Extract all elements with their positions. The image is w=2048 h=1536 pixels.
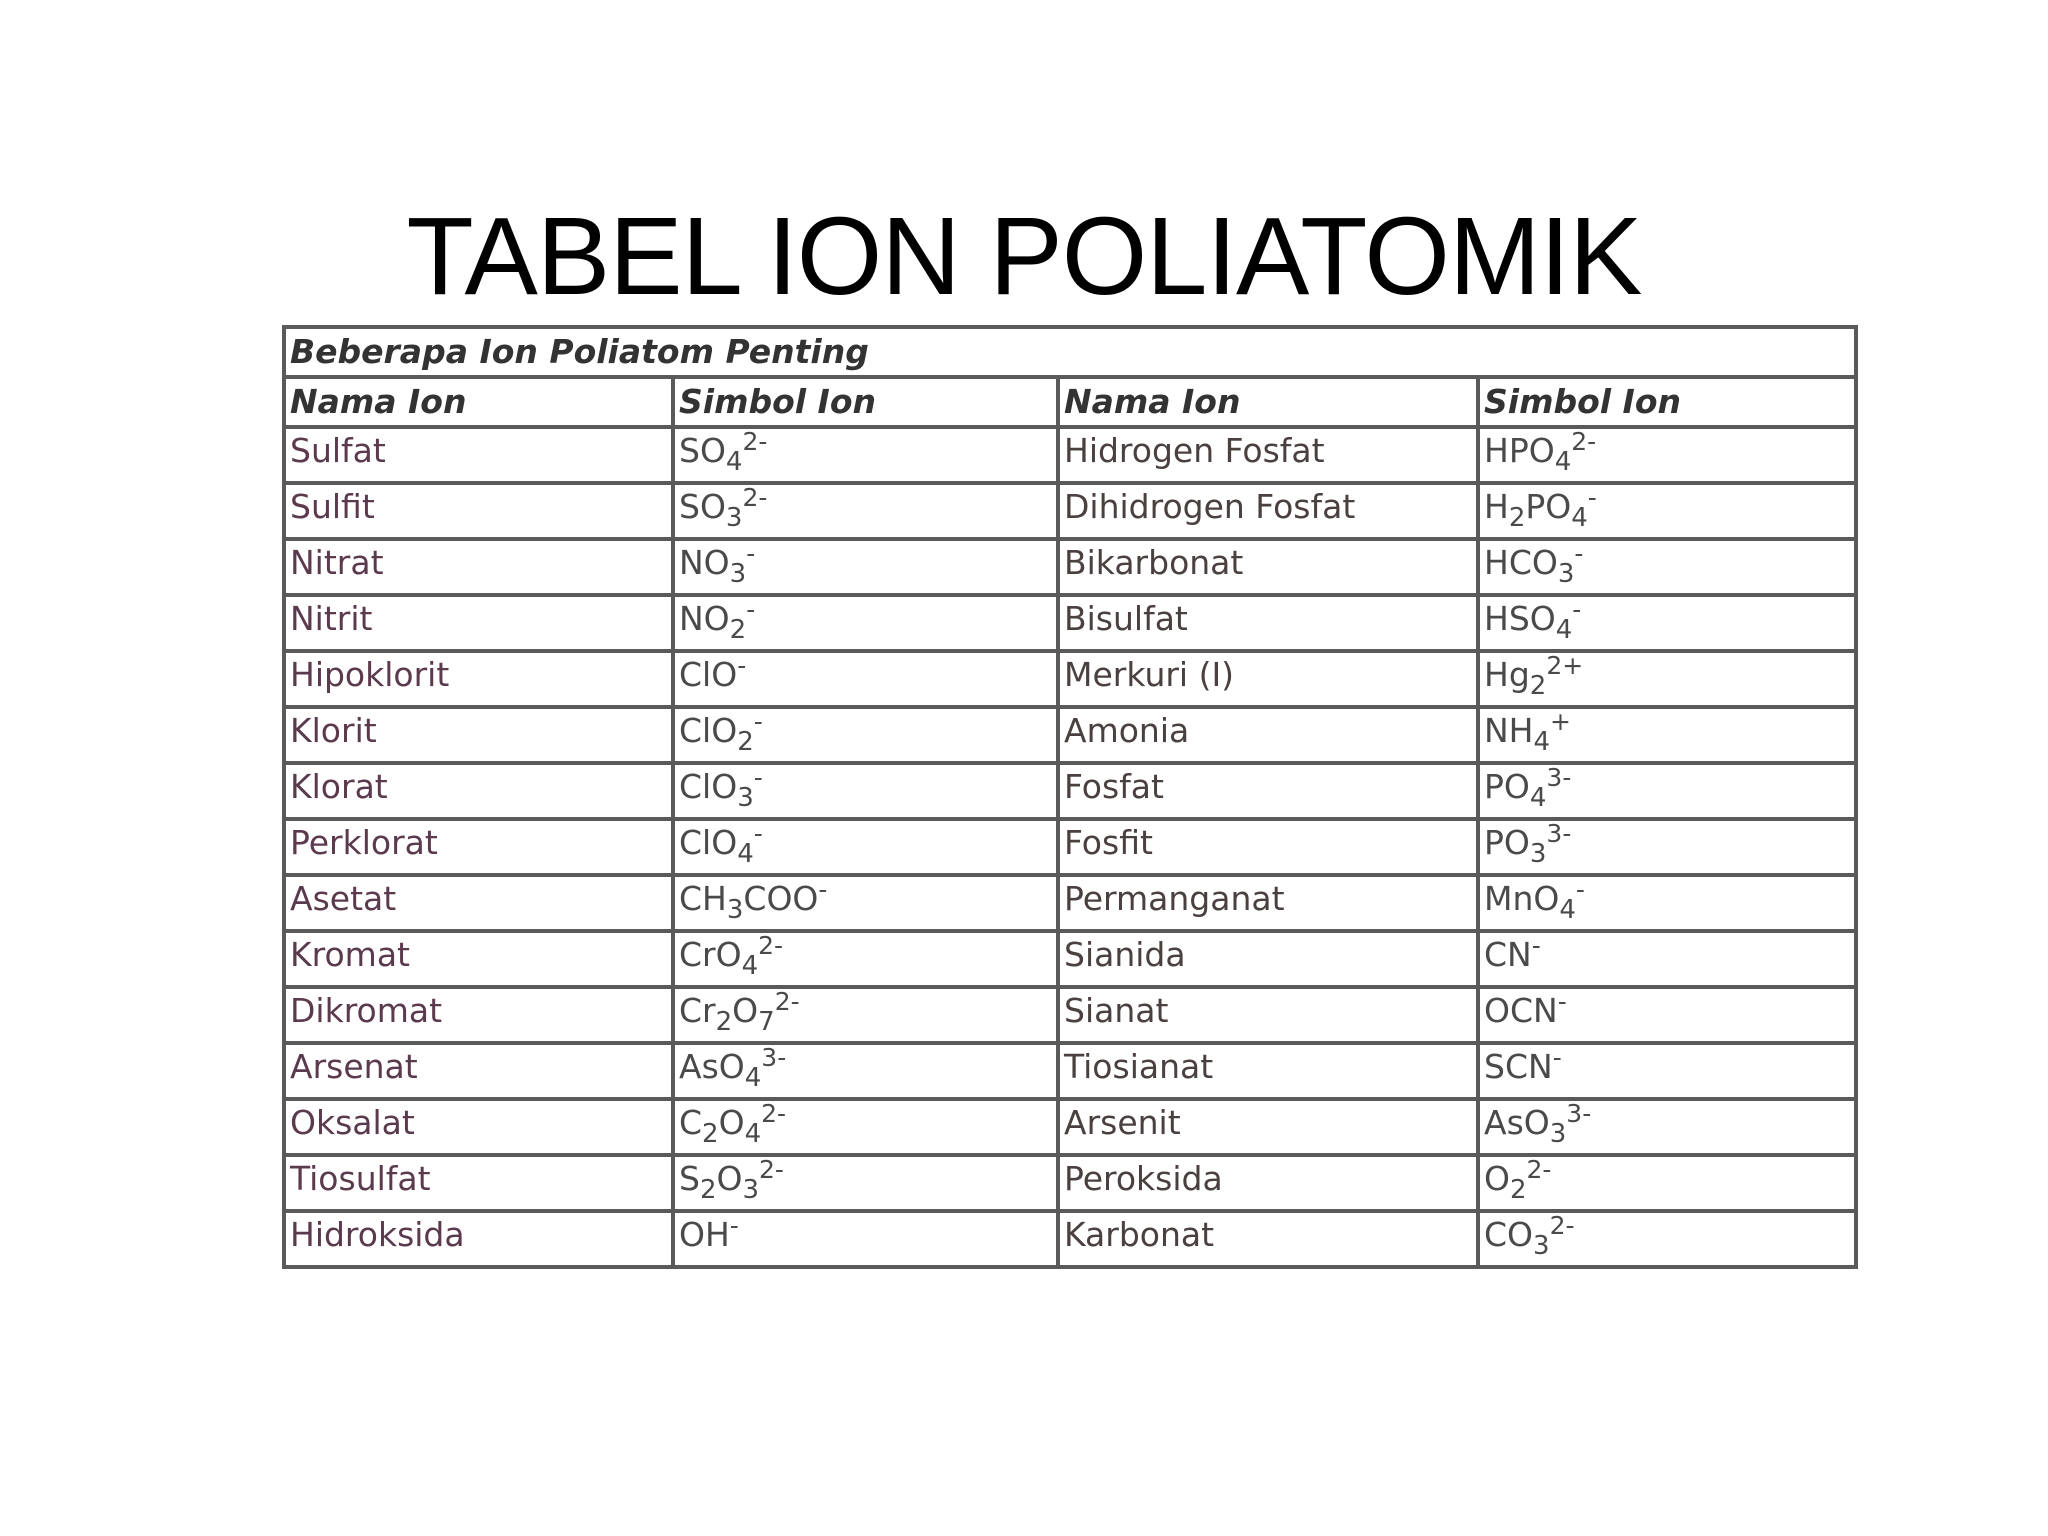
formula-element: Cr (679, 991, 716, 1030)
table-row (284, 1211, 1856, 1267)
ion-name-right: Sianida (1058, 931, 1478, 987)
ion-symbol-left (673, 1099, 1058, 1155)
ion-symbol-left (673, 483, 1058, 539)
table-row (284, 539, 1856, 595)
ion-name-left: Oksalat (284, 1099, 673, 1155)
table-row (284, 427, 1856, 483)
formula-element: PO (1484, 823, 1530, 862)
formula-element: CH (679, 879, 727, 918)
table-row (284, 1099, 1856, 1155)
ion-name-left: Kromat (284, 931, 673, 987)
formula-subscript: 2 (1508, 503, 1526, 533)
formula-element: OCN (1484, 991, 1558, 1030)
ion-symbol-left (673, 707, 1058, 763)
ion-charge: - (753, 763, 763, 792)
formula-element: CO (1484, 1215, 1534, 1254)
ion-symbol-left (673, 819, 1058, 875)
formula-element: HCO (1484, 543, 1558, 582)
formula-element: HSO (1484, 599, 1556, 638)
ion-name-right: Hidrogen Fosfat (1058, 427, 1478, 483)
table-body (284, 427, 1856, 1267)
ion-charge: - (746, 539, 756, 568)
formula-subscript: 4 (1533, 727, 1551, 757)
ion-charge: - (1572, 595, 1582, 624)
formula-element: SCN (1484, 1047, 1553, 1086)
formula-subscript: 2 (737, 727, 754, 757)
formula-element: ClO (679, 823, 738, 862)
formula-subscript: 3 (1557, 559, 1575, 589)
formula-subscript: 3 (1529, 839, 1547, 869)
formula-element: ClO (679, 711, 738, 750)
formula-element: O (718, 1103, 745, 1142)
formula-element: HPO (1484, 431, 1555, 470)
table-row (284, 595, 1856, 651)
ion-charge: 2- (1526, 1155, 1552, 1184)
ion-charge: 2- (761, 1099, 787, 1128)
table-row (284, 1043, 1856, 1099)
table-row (284, 931, 1856, 987)
formula-element: COO (743, 879, 819, 918)
ion-symbol-left (673, 1155, 1058, 1211)
formula-element: CrO (679, 935, 742, 974)
ion-symbol-right (1478, 763, 1856, 819)
ion-symbol-left (673, 987, 1058, 1043)
ion-name-left: Sulfat (284, 427, 673, 483)
formula-element: Hg (1484, 655, 1530, 694)
ion-name-right: Peroksida (1058, 1155, 1478, 1211)
ion-symbol-left (673, 427, 1058, 483)
ion-name-left: Klorat (284, 763, 673, 819)
ion-symbol-right (1478, 1211, 1856, 1267)
ion-charge: 2- (1571, 427, 1597, 456)
slide-title: TABEL ION POLIATOMIK (406, 194, 1642, 318)
formula-element: NO (679, 543, 730, 582)
ion-name-right: Amonia (1058, 707, 1478, 763)
formula-subscript: 7 (758, 1007, 775, 1037)
formula-subscript: 4 (744, 1063, 762, 1093)
formula-subscript: 4 (1555, 615, 1573, 645)
formula-element: ClO (679, 655, 738, 694)
ion-charge: - (1557, 987, 1567, 1016)
formula-subscript: 3 (726, 895, 744, 925)
formula-element: C (679, 1103, 703, 1142)
formula-subscript: 3 (737, 783, 754, 813)
ion-charge: 2- (774, 987, 800, 1016)
ion-charge: - (1574, 539, 1584, 568)
ion-symbol-right (1478, 427, 1856, 483)
ion-name-right: Arsenit (1058, 1099, 1478, 1155)
formula-element: OH (679, 1215, 730, 1254)
ion-name-right: Merkuri (I) (1058, 651, 1478, 707)
ion-charge: - (753, 819, 763, 848)
ion-symbol-right (1478, 931, 1856, 987)
formula-subscript: 4 (1559, 895, 1576, 925)
formula-element: ClO (679, 767, 738, 806)
ion-symbol-right (1478, 875, 1856, 931)
ion-name-right: Permanganat (1058, 875, 1478, 931)
ion-name-left: Tiosulfat (284, 1155, 673, 1211)
ion-charge: - (729, 1211, 739, 1240)
ion-charge: - (737, 651, 747, 680)
formula-element: O (1484, 1159, 1510, 1198)
ion-symbol-left (673, 539, 1058, 595)
table-row (284, 875, 1856, 931)
formula-subscript: 3 (725, 503, 743, 533)
ion-name-right: Sianat (1058, 987, 1478, 1043)
ion-name-left: Nitrit (284, 595, 673, 651)
ion-name-left: Asetat (284, 875, 673, 931)
formula-subscript: 4 (1529, 783, 1547, 813)
ion-symbol-left (673, 1043, 1058, 1099)
ion-charge: 2- (759, 1155, 784, 1184)
ion-charge: 2- (1549, 1211, 1575, 1240)
formula-element: AsO (679, 1047, 745, 1086)
ion-charge: + (1550, 707, 1571, 736)
ion-charge: - (818, 875, 828, 904)
formula-subscript: 2 (715, 1007, 733, 1037)
formula-element: H (1484, 487, 1509, 526)
formula-element: PO (1525, 487, 1572, 526)
ion-symbol-right (1478, 1043, 1856, 1099)
table-row (284, 651, 1856, 707)
ion-charge: - (753, 707, 763, 736)
ion-symbol-right (1478, 819, 1856, 875)
ion-charge: 3- (761, 1043, 787, 1072)
column-header-simbol-ion-left: Simbol Ion (673, 377, 1058, 427)
ion-symbol-left (673, 595, 1058, 651)
formula-element: CN (1484, 935, 1532, 974)
formula-element: SO (679, 431, 726, 470)
formula-element: O (732, 991, 759, 1030)
ion-name-left: Nitrat (284, 539, 673, 595)
ion-name-left: Hipoklorit (284, 651, 673, 707)
formula-element: MnO (1484, 879, 1560, 918)
ion-name-left: Sulfit (284, 483, 673, 539)
formula-element: AsO (1484, 1103, 1550, 1142)
ion-symbol-left (673, 651, 1058, 707)
table-row (284, 763, 1856, 819)
ion-name-right: Dihidrogen Fosfat (1058, 483, 1478, 539)
table-row (284, 987, 1856, 1043)
ion-charge: 3- (1546, 763, 1572, 792)
ion-symbol-right (1478, 987, 1856, 1043)
table-caption: Beberapa Ion Poliatom Penting (284, 327, 1856, 377)
formula-subscript: 4 (1571, 503, 1588, 533)
formula-subscript: 2 (699, 1175, 717, 1205)
ion-symbol-right (1478, 595, 1856, 651)
ion-charge: - (746, 595, 756, 624)
ion-charge: 2- (758, 931, 784, 960)
ion-name-left: Perklorat (284, 819, 673, 875)
formula-subscript: 2 (729, 615, 747, 645)
formula-element: SO (679, 487, 726, 526)
ion-symbol-right (1478, 651, 1856, 707)
ion-name-right: Fosfat (1058, 763, 1478, 819)
ion-charge: 2- (742, 427, 768, 456)
formula-element: NO (679, 599, 730, 638)
ion-symbol-left (673, 931, 1058, 987)
ion-symbol-left (673, 763, 1058, 819)
table-row (284, 1155, 1856, 1211)
formula-subscript: 2 (702, 1119, 719, 1149)
ion-symbol-left (673, 1211, 1058, 1267)
table-row (284, 483, 1856, 539)
formula-element: PO (1484, 767, 1530, 806)
formula-subscript: 4 (737, 839, 754, 869)
ion-symbol-right (1478, 1155, 1856, 1211)
formula-element: S (679, 1159, 700, 1198)
ion-symbol-left (673, 875, 1058, 931)
column-header-nama-ion-left: Nama Ion (284, 377, 673, 427)
formula-subscript: 4 (741, 951, 759, 981)
formula-subscript: 2 (1529, 671, 1547, 701)
polyatomic-ion-table (282, 325, 1858, 1269)
formula-subscript: 4 (744, 1119, 762, 1149)
ion-symbol-right (1478, 707, 1856, 763)
table-row (284, 707, 1856, 763)
formula-subscript: 3 (742, 1175, 760, 1205)
ion-name-right: Tiosianat (1058, 1043, 1478, 1099)
ion-name-left: Dikromat (284, 987, 673, 1043)
column-header-simbol-ion-right: Simbol Ion (1478, 377, 1856, 427)
formula-element: NH (1484, 711, 1534, 750)
ion-name-left: Hidroksida (284, 1211, 673, 1267)
ion-name-left: Klorit (284, 707, 673, 763)
ion-symbol-right (1478, 539, 1856, 595)
formula-subscript: 4 (725, 447, 743, 477)
ion-symbol-right (1478, 1099, 1856, 1155)
formula-subscript: 3 (729, 559, 747, 589)
formula-subscript: 2 (1509, 1175, 1527, 1205)
column-header-nama-ion-right: Nama Ion (1058, 377, 1478, 427)
ion-charge: 2+ (1546, 651, 1584, 680)
ion-name-right: Fosfit (1058, 819, 1478, 875)
ion-name-right: Karbonat (1058, 1211, 1478, 1267)
formula-subscript: 4 (1554, 447, 1572, 477)
ion-name-left: Arsenat (284, 1043, 673, 1099)
ion-name-right: Bisulfat (1058, 595, 1478, 651)
ion-name-right: Bikarbonat (1058, 539, 1478, 595)
formula-subscript: 3 (1549, 1119, 1567, 1149)
formula-element: O (716, 1159, 743, 1198)
formula-subscript: 3 (1533, 1231, 1550, 1261)
ion-charge: 3- (1566, 1099, 1592, 1128)
ion-charge: - (1531, 931, 1541, 960)
ion-charge: - (1587, 483, 1597, 512)
table-row (284, 819, 1856, 875)
ion-charge: - (1552, 1043, 1562, 1072)
ion-symbol-right (1478, 483, 1856, 539)
ion-charge: 2- (742, 483, 768, 512)
ion-charge: 3- (1546, 819, 1572, 848)
ion-charge: - (1575, 875, 1585, 904)
